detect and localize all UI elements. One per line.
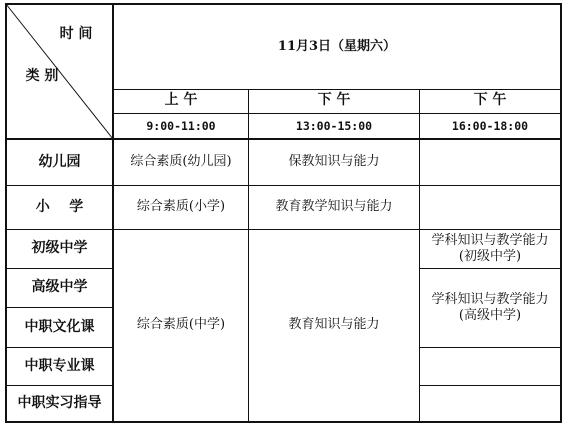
row-label-kindergarten: 幼儿园 [38, 153, 81, 170]
row-label-senior-middle: 高级中学 [31, 279, 88, 296]
corner-category-label: 类 别 [25, 68, 59, 85]
row-label-junior-middle: 初级中学 [31, 240, 88, 257]
junior-evening-subject: 学科知识与教学能力 [431, 232, 549, 248]
junior-evening-level: (初级中学) [458, 249, 522, 264]
session-label-morning: 上 午 [164, 92, 198, 109]
senior-evening-level: (高级中学) [458, 308, 522, 323]
cell-kindergarten-morning: 综合素质(幼儿园) [130, 154, 232, 170]
row-label-vocational-practice: 中职实习指导 [17, 394, 102, 411]
session-label-afternoon-2: 下 午 [473, 92, 507, 109]
cell-primary-morning: 综合素质(小学) [136, 199, 226, 215]
row-label-vocational-culture: 中职文化课 [24, 318, 95, 335]
cell-middle-school-afternoon: 教育知识与能力 [288, 317, 380, 333]
session-time-afternoon-2: 16:00-18:00 [451, 118, 529, 133]
corner-time-label: 时 间 [59, 26, 93, 43]
session-time-afternoon-1: 13:00-15:00 [295, 118, 373, 133]
cell-primary-afternoon: 教育教学知识与能力 [275, 199, 393, 215]
row-label-primary: 小 学 [35, 198, 84, 215]
session-label-afternoon-1: 下 午 [317, 92, 351, 109]
cell-senior-evening [420, 269, 560, 347]
senior-evening-subject: 学科知识与教学能力 [431, 291, 549, 307]
cell-middle-school-morning: 综合素质(中学) [136, 317, 226, 333]
row-label-vocational-major: 中职专业课 [24, 357, 95, 374]
cell-junior-evening [420, 230, 560, 268]
cell-kindergarten-afternoon: 保教知识与能力 [288, 154, 380, 170]
session-time-morning: 9:00-11:00 [146, 118, 216, 133]
exam-date-header: 11月3日（星期六） [277, 38, 397, 54]
